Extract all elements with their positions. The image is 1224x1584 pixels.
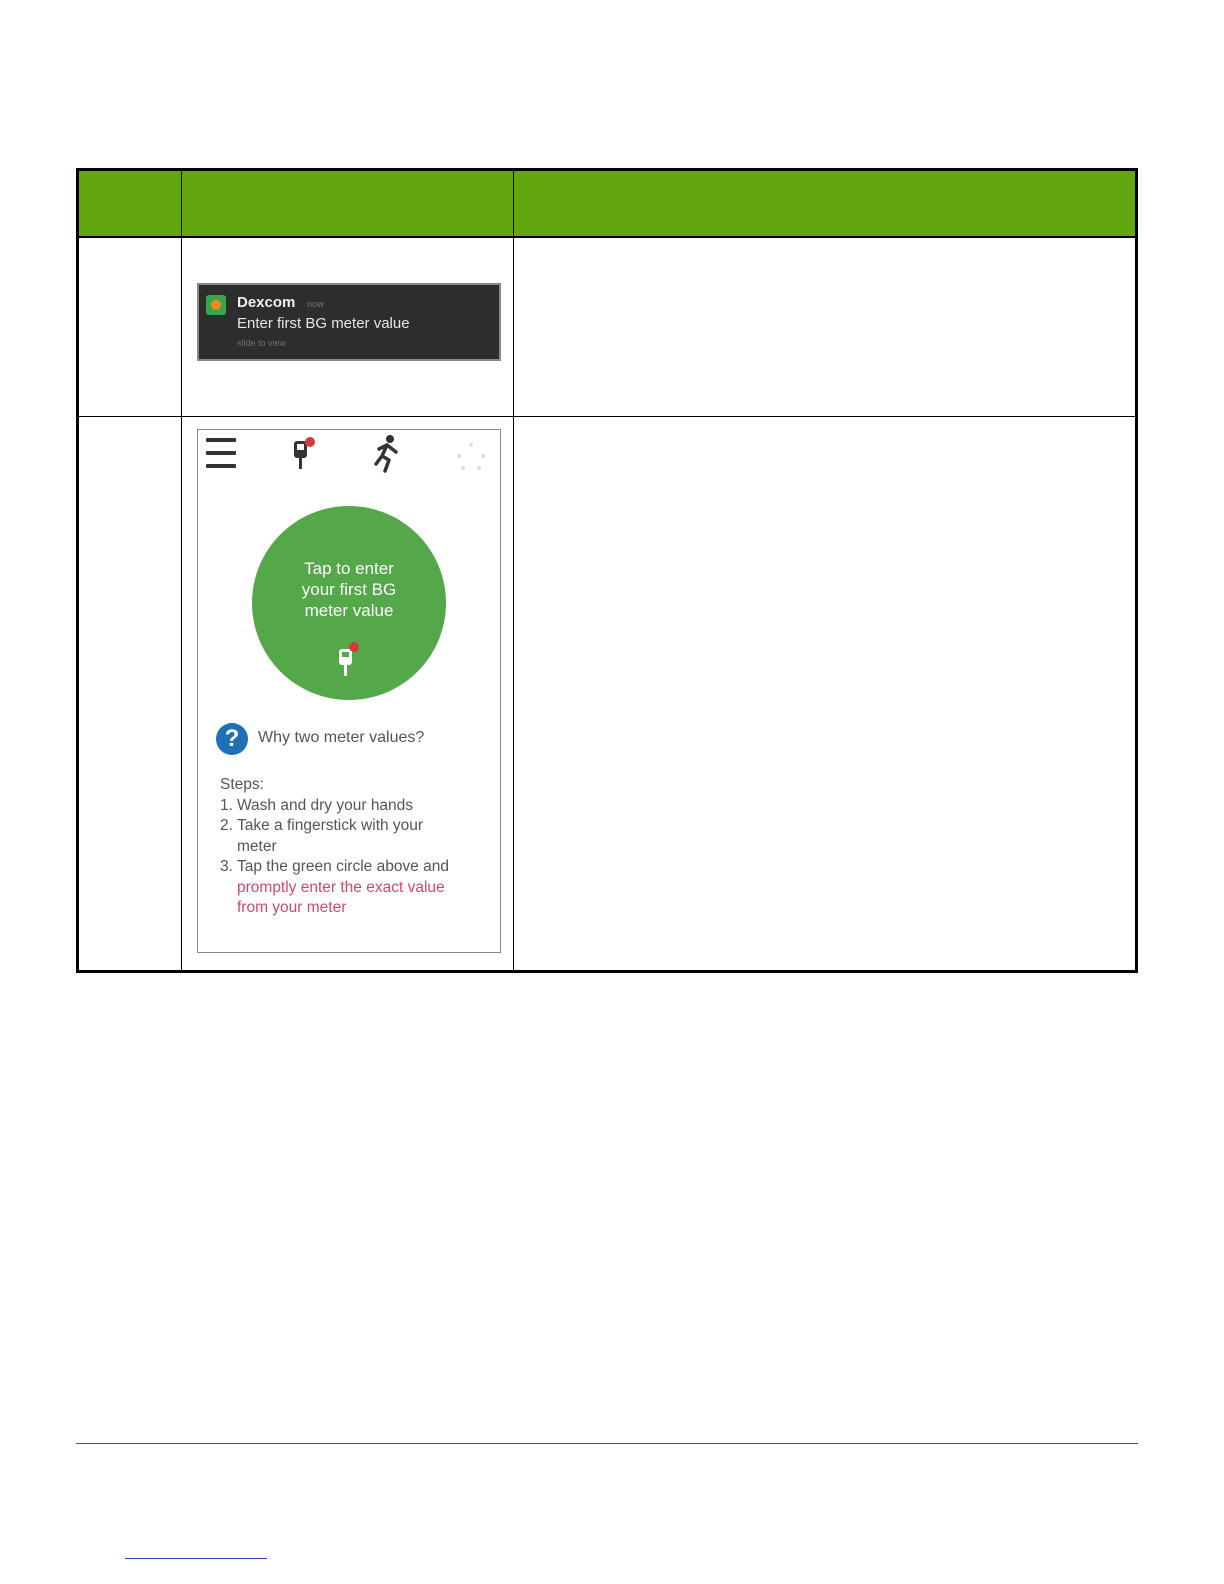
steps-list (220, 775, 492, 919)
list-item: 1. Wash and dry your hands (220, 796, 414, 814)
column-divider (513, 171, 514, 970)
column-divider (181, 171, 182, 970)
help-text: Why two meter values? (258, 729, 425, 746)
list-item: 3. Tap the green circle above and promptly enter the exact value from your meter (220, 858, 449, 916)
app-screenshot (197, 429, 501, 953)
list-item: 2. Take a fingerstick with your meter (220, 817, 424, 855)
dots-icon[interactable] (455, 442, 487, 472)
running-person-icon[interactable] (370, 434, 404, 474)
dexcom-app-icon (206, 295, 226, 315)
instruction-table (76, 168, 1138, 973)
circle-label: Tap to enter your first BG meter value (301, 559, 397, 620)
meter-alert-icon (337, 640, 361, 678)
table-header-row (79, 171, 1135, 238)
notification-app-name: Dexcom (237, 294, 296, 311)
steps-title: Steps: (220, 776, 264, 793)
notification-hint: slide to view (237, 338, 287, 348)
help-icon: ? (216, 723, 248, 755)
footer-link-underline[interactable] (125, 1558, 267, 1559)
enter-bg-value-button[interactable] (252, 506, 446, 700)
meter-alert-icon[interactable] (290, 436, 318, 472)
menu-icon[interactable] (206, 436, 236, 472)
footer-divider (76, 1443, 1138, 1444)
row-divider (79, 416, 1135, 417)
notification-banner[interactable] (197, 283, 501, 361)
notification-time: now (307, 299, 324, 309)
notification-message: Enter first BG meter value (237, 315, 410, 332)
